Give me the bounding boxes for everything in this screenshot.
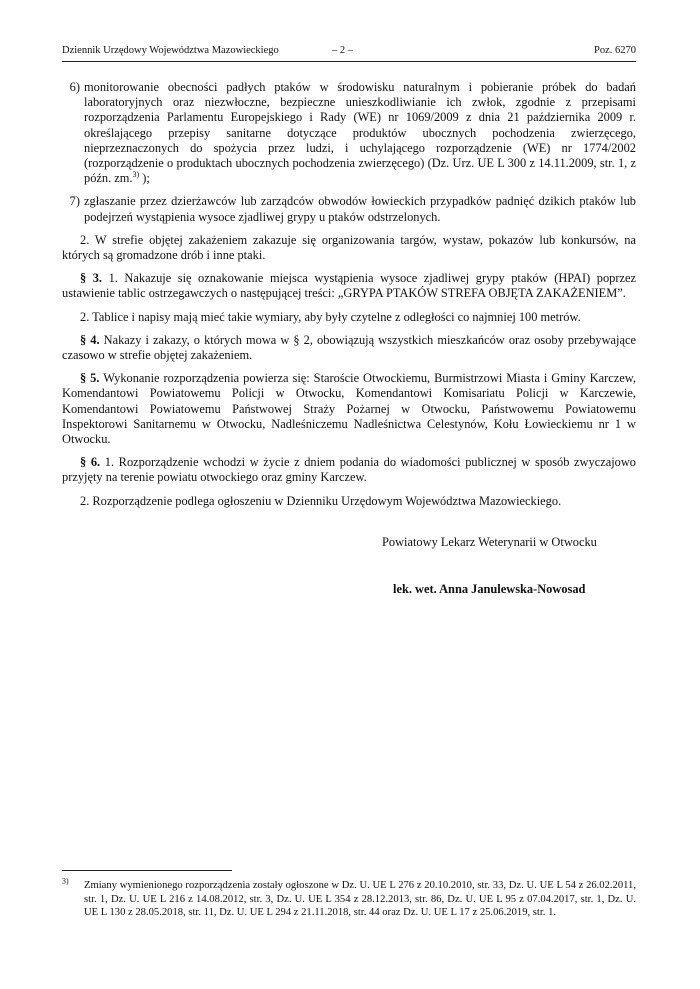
section-mark: § 6. xyxy=(80,455,101,470)
list-item-text: zgłaszanie przez dzierżawców lub zarządców obwodów łowieckich przypadków padnięć dzikich ptaków lub podejrzeń wystąpienia wysoce zjadliwej grypy u ptaków odstrzelonych. xyxy=(84,194,636,224)
paragraph-section-4 xyxy=(62,333,636,363)
signature-office: Powiatowy Lekarz Weterynarii w Otwocku xyxy=(382,535,597,549)
list-item-text-tail: ); xyxy=(139,171,150,186)
list-item-number: 6) xyxy=(69,80,80,94)
paragraph-section-5 xyxy=(62,371,636,447)
page-header xyxy=(62,44,636,60)
section-mark: § 3. xyxy=(80,271,103,286)
footnote xyxy=(62,876,636,920)
footnote-number xyxy=(62,876,84,920)
paragraph-section-6 xyxy=(62,455,636,485)
paragraph-text: 2. Rozporządzenie podlega ogłoszeniu w Dzienniku Urzędowym Województwa Mazowieckiego. xyxy=(80,493,562,508)
paragraph xyxy=(62,233,636,263)
list-item xyxy=(62,80,636,186)
journal-title: Dziennik Urzędowy Województwa Mazowieckiego xyxy=(62,45,279,56)
paragraph-text: 2. W strefie objętej zakażeniem zakazuje się organizowania targów, wystaw, pokazów lub konkursów, na których są gromadzone drób i inne ptaki. xyxy=(62,232,636,263)
list-item-text xyxy=(84,80,636,186)
section-mark: § 5. xyxy=(80,371,100,386)
paragraph xyxy=(62,310,636,325)
position-number: Poz. 6270 xyxy=(594,45,636,56)
section-mark: § 4. xyxy=(80,332,100,347)
paragraph-text: 1. Rozporządzenie wchodzi w życie z dniem podania do wiadomości publicznej w sposób zwyczajowo przyjęty na terenie powiatu otwockiego oraz gminy Karczew. xyxy=(62,455,636,485)
list-item xyxy=(62,194,636,224)
document-body xyxy=(62,80,636,517)
footnote-divider xyxy=(62,870,232,871)
paragraph-text: Nakazy i zakazy, o których mowa w § 2, obowiązują wszystkich mieszkańców oraz osoby przebywające czasowo w strefie objętej zakażeniem. xyxy=(62,332,636,363)
page-number: – 2 – xyxy=(332,45,353,56)
paragraph-section-3 xyxy=(62,271,636,301)
footnote-reference: 3) xyxy=(132,170,140,180)
paragraph xyxy=(62,494,636,509)
list-item-text-main: monitorowanie obecności padłych ptaków w środowisku naturalnym i pobieranie próbek do badań laboratoryjnych oraz niezwłoczne, bezpieczne unieszkodliwianie ich zwłok, zgodnie z przepisami rozporządzenia Parlamentu Europejskiego i Rady (WE) nr 1069/2009 z dnia 21 października 2009 r. określającego przepisy sanitarne dotyczące produktów ubocznych pochodzenia zwierzęcego, nieprzeznaczonych do spożycia przez ludzi, i uchylającego rozporządzenie (WE) nr 1774/2002 (rozporządzenie o produktach ubocznych pochodzenia zwierzęcego) (Dz. Urz. UE L 300 z 14.11.2009, str. 1, z późn. zm. xyxy=(84,80,636,186)
header-divider xyxy=(62,61,636,62)
footnote-marker: 3) xyxy=(62,876,69,886)
footnote-text: Zmiany wymienionego rozporządzenia zostały ogłoszone w Dz. U. UE L 276 z 20.10.2010, str. 33, Dz. U. UE L 54 z 26.02.2011, str. 1, Dz. U. UE L 216 z 14.08.2012, str. 3, Dz. U. UE L 354 z 28.12.2013, str. 86, Dz. U. UE L 95 z 07.04.2017, str. 1, Dz. U. UE L 130 z 28.05.2018, str. 11, Dz. U. UE L 294 z 21.11.2018, str. 44 oraz Dz. U. UE L 17 z 25.06.2019, str. 1. xyxy=(84,880,636,919)
list-item-number: 7) xyxy=(69,194,80,209)
signature-name: lek. wet. Anna Janulewska-Nowosad xyxy=(393,582,586,596)
paragraph-text: 1. Nakazuje się oznakowanie miejsca wystąpienia wysoce zjadliwej grypy ptaków (HPAI) poprzez ustawienie tablic ostrzegawczych o następującej treści: „GRYPA PTAKÓW STREFA OBJĘTA ZAKAŻENIEM”. xyxy=(62,271,637,301)
paragraph-text: Wykonanie rozporządzenia powierza się: Staroście Otwockiemu, Burmistrzowi Miasta i Gminy Karczew, Komendantowi Powiatowemu Policji w Otwocku, Komendantowi Komisariatu Policji w Karczewie, Komendantowi Powiatowemu Państwowej Straży Pożarnej w Otwocku, Państwowemu Powiatowemu Inspektorowi Sanitarnemu w Otwocku, Nadleśniczemu Nadleśnictwa Celestynów, Kołu Łowieckiemu nr 1 w Otwocku. xyxy=(62,371,636,447)
paragraph-text: 2. Tablice i napisy mają mieć takie wymiary, aby były czytelne z odległości co najmniej 100 metrów. xyxy=(80,309,581,324)
